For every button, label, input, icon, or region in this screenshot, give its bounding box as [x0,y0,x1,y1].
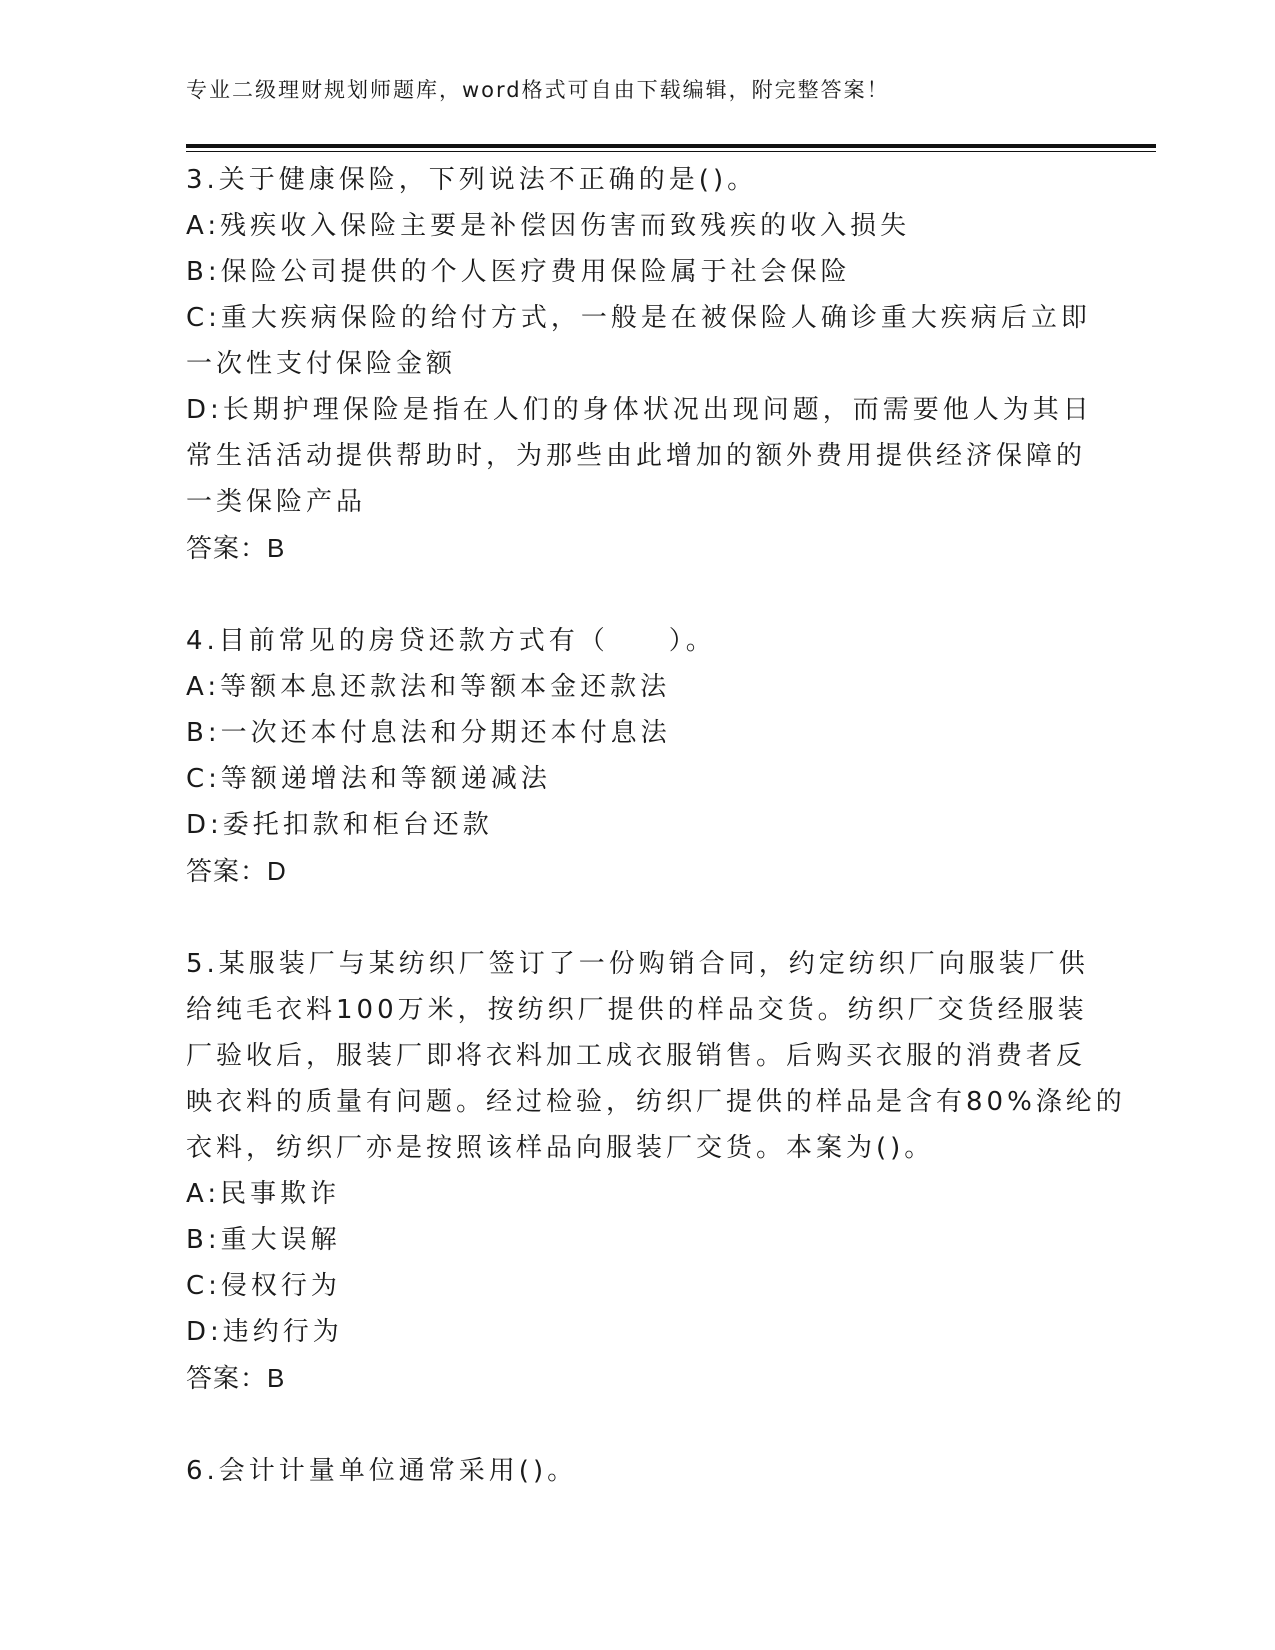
question-stem: 4.目前常见的房贷还款方式有（ ）。 [186,626,716,656]
header-rule-thin [186,151,1156,152]
question-4 [186,618,1086,894]
spacer [186,894,1086,941]
question-list [186,157,1126,1494]
question-stem: 3.关于健康保险，下列说法不正确的是()。 [186,165,758,195]
answer: 答案：D [186,856,287,886]
option-d: D:委托扣款和柜台还款 [186,810,493,840]
option-c: C:重大疾病保险的给付方式，一般是在被保险人确诊重大疾病后立即 [186,303,1091,333]
spacer [186,1401,1086,1448]
question-stem-continued: 厂验收后，服装厂即将衣料加工成衣服销售。后购买衣服的消费者反 [186,1041,1087,1071]
question-stem-continued: 映衣料的质量有问题。经过检验，纺织厂提供的样品是含有80%涤纶的 [186,1087,1126,1117]
option-d: D:长期护理保险是指在人们的身体状况出现问题，而需要他人为其日 [186,395,1093,425]
question-stem-continued: 给纯毛衣料100万米，按纺织厂提供的样品交货。纺织厂交货经服装 [186,995,1088,1025]
question-stem: 6.会计计量单位通常采用()。 [186,1456,578,1486]
option-a: A:残疾收入保险主要是补偿因伤害而致残疾的收入损失 [186,211,911,241]
option-b: B:保险公司提供的个人医疗费用保险属于社会保险 [186,257,851,287]
option-c: C:等额递增法和等额递减法 [186,764,551,794]
option-d-continued: 一类保险产品 [186,487,367,517]
question-stem-continued: 衣料，纺织厂亦是按照该样品向服装厂交货。本案为()。 [186,1133,935,1163]
page-header: 专业二级理财规划师题库，word格式可自由下载编辑，附完整答案！ [186,78,890,102]
option-b: B:重大误解 [186,1225,341,1255]
answer: 答案：B [186,1363,286,1393]
question-6 [186,1448,1086,1494]
option-b: B:一次还本付息法和分期还本付息法 [186,718,671,748]
question-3 [186,157,1093,571]
option-c-continued: 一次性支付保险金额 [186,349,457,379]
option-d: D:违约行为 [186,1317,343,1347]
question-stem: 5.某服装厂与某纺织厂签订了一份购销合同，约定纺织厂向服装厂供 [186,949,1089,979]
answer: 答案：B [186,533,286,563]
header-rule-thick [186,144,1156,148]
option-c: C:侵权行为 [186,1271,341,1301]
option-a: A:等额本息还款法和等额本金还款法 [186,672,671,702]
option-d-continued: 常生活活动提供帮助时，为那些由此增加的额外费用提供经济保障的 [186,441,1087,471]
option-a: A:民事欺诈 [186,1179,341,1209]
question-5 [186,941,1126,1401]
spacer [186,571,1086,618]
